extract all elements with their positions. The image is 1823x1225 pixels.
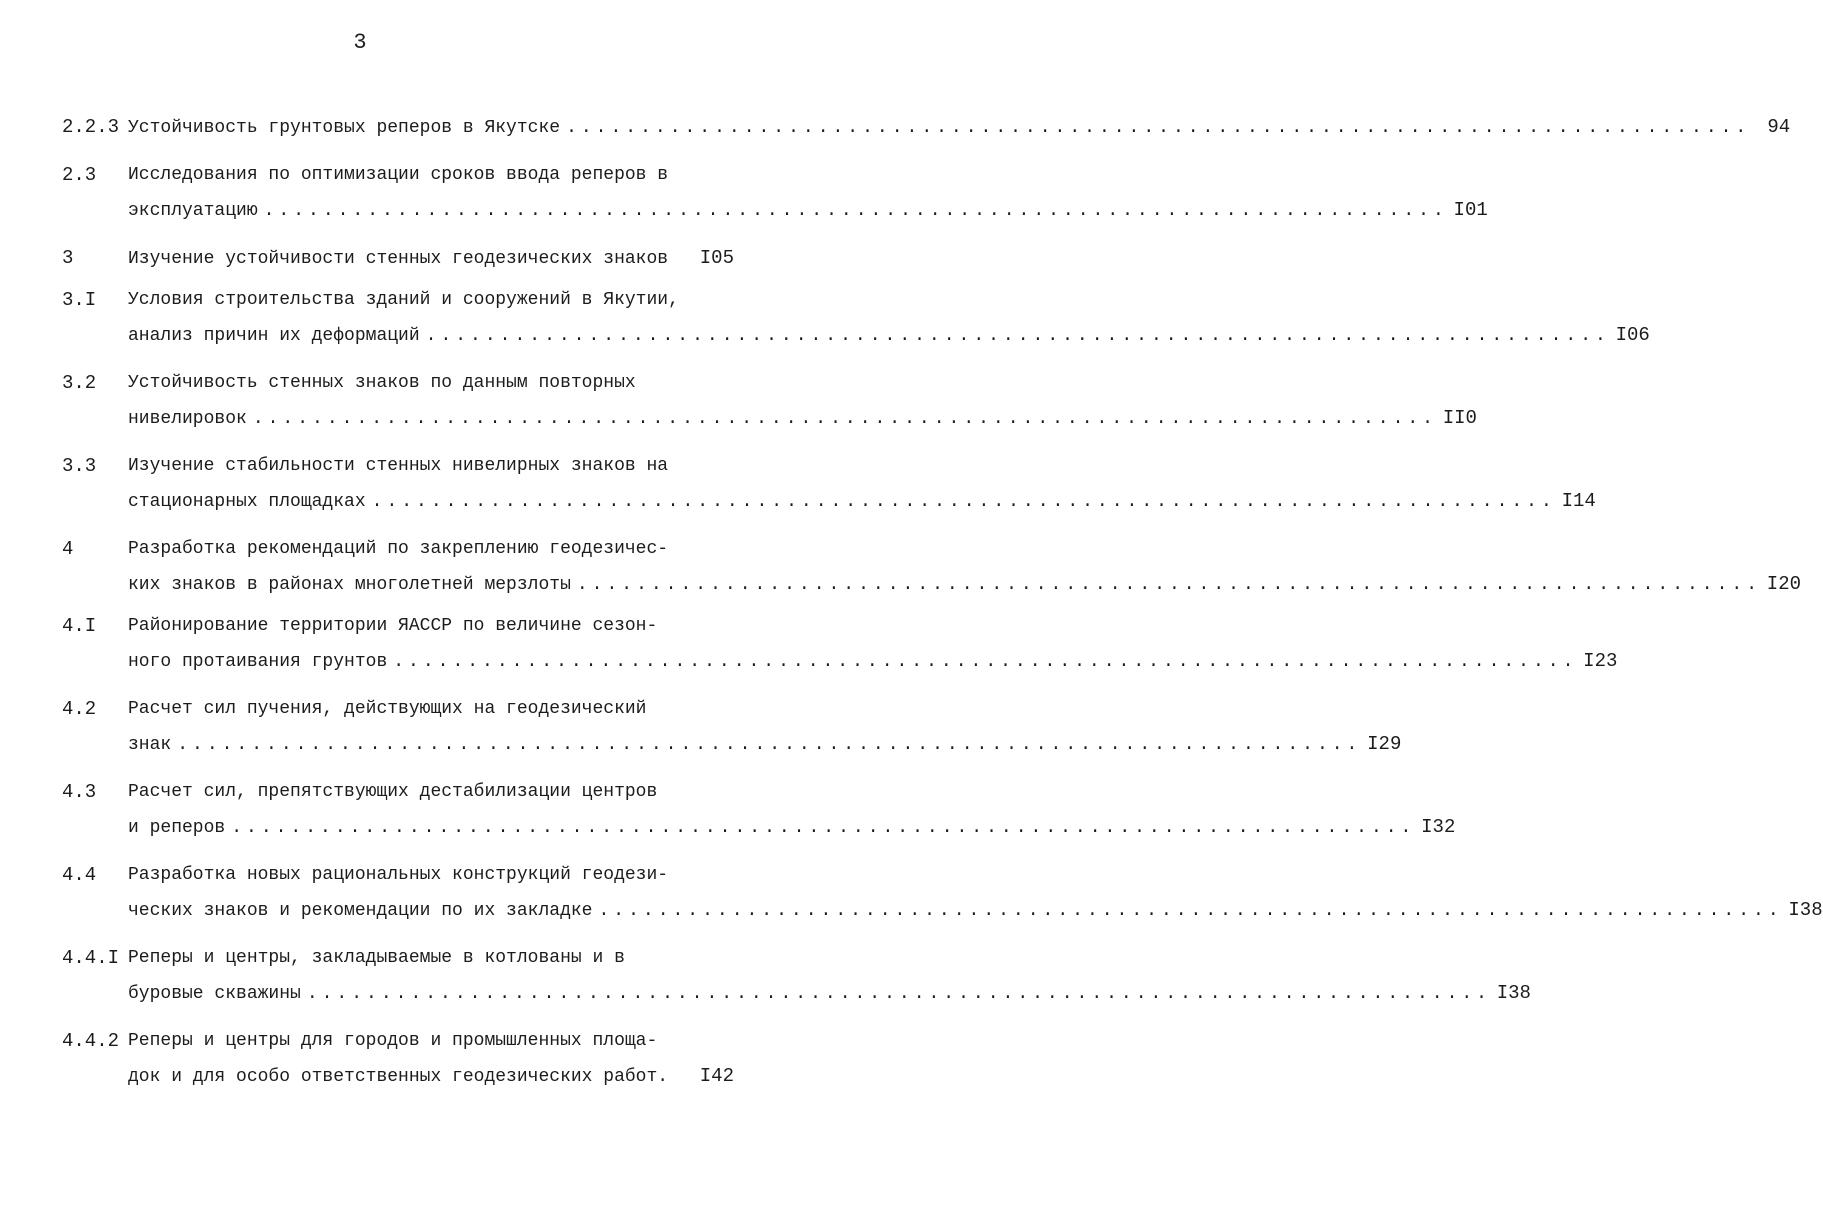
toc-entry-title xyxy=(128,775,1455,846)
toc-entry-title xyxy=(128,110,1790,146)
toc-entry-line-text: Расчет сил пучения, действующих на геодезический xyxy=(128,699,647,719)
toc-entry-line xyxy=(128,976,1531,1012)
toc-entry-line-text: и реперов xyxy=(128,818,226,838)
toc-entry-line xyxy=(128,692,1401,727)
toc-entry-line xyxy=(128,644,1617,680)
toc-entry-line xyxy=(128,318,1650,354)
toc-entry-line xyxy=(128,193,1488,229)
toc-leader-dots: ................................................................................ xyxy=(306,984,1491,1004)
toc-page-number: I42 xyxy=(699,1065,734,1087)
toc-leader-dots: ................................................................................ xyxy=(425,326,1610,346)
toc-entry-number: 3.I xyxy=(62,289,97,311)
toc-page-number: II0 xyxy=(1442,407,1477,429)
toc-entry xyxy=(62,110,1791,146)
toc-entry-line-text: буровые скважины xyxy=(128,984,301,1004)
toc-entry-line-text: эксплуатацию xyxy=(128,201,258,221)
toc-entry-line-text: Реперы и центры, закладываемые в котлованы и в xyxy=(128,948,625,968)
toc-entry-line-text: знак xyxy=(128,735,172,755)
toc-entry-line xyxy=(128,449,1596,484)
toc-entry-number: 3.3 xyxy=(62,455,97,477)
toc-page-number: I06 xyxy=(1615,324,1650,346)
toc-page-number: I23 xyxy=(1583,650,1618,672)
toc-entry-line xyxy=(128,283,1650,318)
toc-entry-title xyxy=(128,158,1488,229)
toc-page-number: I32 xyxy=(1421,816,1456,838)
toc-page-number: I20 xyxy=(1766,573,1802,595)
toc-entry-line xyxy=(128,110,1790,146)
toc-leader-dots: ................................................................................ xyxy=(393,652,1578,672)
toc-entry-line-text: ких знаков в районах многолетней мерзлоты xyxy=(128,575,571,595)
toc-entry-title xyxy=(128,366,1477,437)
table-of-contents xyxy=(62,110,1823,1107)
toc-entry-title xyxy=(128,449,1596,520)
toc-entry-line xyxy=(128,941,1531,976)
toc-entry-number: 3 xyxy=(62,247,74,269)
toc-entry-title xyxy=(128,1024,734,1095)
toc-entry-number: 4 xyxy=(62,538,74,560)
toc-page-number: I05 xyxy=(699,247,734,269)
toc-entry xyxy=(62,366,1477,437)
toc-entry-number: 4.4 xyxy=(62,864,97,886)
toc-page-number: I38 xyxy=(1788,899,1823,921)
toc-entry-title xyxy=(128,692,1401,763)
toc-entry-line xyxy=(128,810,1455,846)
toc-entry xyxy=(62,532,1802,603)
toc-entry-line-text: ческих знаков и рекомендации по их закладке xyxy=(128,901,593,921)
toc-entry xyxy=(62,941,1531,1012)
toc-entry-title xyxy=(128,858,1823,929)
toc-leader-dots: ................................................................................ xyxy=(231,818,1416,838)
toc-leader-dots: ................................................................................ xyxy=(263,201,1448,221)
toc-entry xyxy=(62,283,1650,354)
toc-entry xyxy=(62,858,1823,929)
toc-leader-dots: ................................................................................ xyxy=(598,901,1783,921)
toc-page-number: I14 xyxy=(1561,490,1596,512)
toc-entry-line-text: нивелировок xyxy=(128,409,247,429)
toc-entry-line-text: Разработка рекомендаций по закреплению геодезичес- xyxy=(128,539,669,559)
toc-page-number: I38 xyxy=(1496,982,1531,1004)
toc-entry-line xyxy=(128,609,1617,644)
toc-entry-line-text: Изучение устойчивости стенных геодезических знаков xyxy=(128,249,669,269)
toc-entry-line-text: Устойчивость стенных знаков по данным повторных xyxy=(128,373,636,393)
toc-entry-title xyxy=(128,241,734,277)
toc-entry-line-text: ного протаивания грунтов xyxy=(128,652,388,672)
toc-entry-line xyxy=(128,775,1455,810)
toc-entry xyxy=(62,775,1456,846)
toc-page-number: I29 xyxy=(1367,733,1402,755)
toc-entry xyxy=(62,692,1402,763)
toc-leader-dots: ................................................................................ xyxy=(576,575,1762,595)
toc-entry-line xyxy=(128,727,1401,763)
toc-entry-line xyxy=(128,567,1801,603)
toc-entry-line xyxy=(128,484,1596,520)
toc-entry-number: 4.2 xyxy=(62,698,97,720)
toc-entry-line xyxy=(128,1059,734,1095)
toc-entry-title xyxy=(128,941,1531,1012)
toc-entry-line xyxy=(128,366,1477,401)
toc-entry-number: 3.2 xyxy=(62,372,97,394)
toc-entry-line xyxy=(128,858,1823,893)
toc-entry-line-text: Разработка новых рациональных конструкций геодези- xyxy=(128,865,669,885)
toc-page-number: I01 xyxy=(1453,199,1488,221)
toc-entry-line-text: Условия строительства зданий и сооружений в Якутии, xyxy=(128,290,679,310)
toc-entry-line xyxy=(128,158,1488,193)
toc-page-number: 94 xyxy=(1767,116,1791,138)
toc-entry-title xyxy=(128,609,1617,680)
toc-entry-line-text: анализ причин их деформаций xyxy=(128,326,420,346)
toc-entry-title xyxy=(128,532,1801,603)
toc-leader-dots: ................................................................................ xyxy=(252,409,1437,429)
toc-entry-line-text: Исследования по оптимизации сроков ввода реперов в xyxy=(128,165,669,185)
toc-entry-line-text: стационарных площадках xyxy=(128,492,366,512)
toc-entry xyxy=(62,609,1618,680)
toc-entry-line xyxy=(128,401,1477,437)
toc-entry-number: 4.I xyxy=(62,615,97,637)
toc-entry-line-text: Расчет сил, препятствующих дестабилизации центров xyxy=(128,782,658,802)
toc-entry-line xyxy=(128,893,1823,929)
toc-entry-number: 2.2.3 xyxy=(62,116,120,138)
page-number: 3 xyxy=(353,30,367,55)
toc-leader-dots: ................................................................................ xyxy=(177,735,1362,755)
toc-entry-number: 4.3 xyxy=(62,781,97,803)
toc-entry-line-text: Реперы и центры для городов и промышленных площа- xyxy=(128,1031,658,1051)
toc-entry xyxy=(62,1024,734,1095)
toc-entry-line xyxy=(128,241,734,277)
toc-entry-line-text: Изучение стабильности стенных нивелирных знаков на xyxy=(128,456,669,476)
toc-leader-dots: ................................................................................ xyxy=(371,492,1556,512)
toc-entry-number: 4.4.2 xyxy=(62,1030,120,1052)
toc-entry xyxy=(62,158,1488,229)
toc-entry-number: 2.3 xyxy=(62,164,97,186)
toc-entry-title xyxy=(128,283,1650,354)
toc-leader-dots: ................................................................................ xyxy=(566,118,1751,138)
toc-entry-line xyxy=(128,532,1801,567)
toc-entry xyxy=(62,241,734,277)
toc-entry-line-text: док и для особо ответственных геодезических работ. xyxy=(128,1067,669,1087)
toc-entry xyxy=(62,449,1596,520)
toc-entry-line-text: Районирование территории ЯАССР по величине сезон- xyxy=(128,616,658,636)
toc-entry-line-text: Устойчивость грунтовых реперов в Якутске xyxy=(128,118,561,138)
toc-entry-line xyxy=(128,1024,734,1059)
toc-entry-number: 4.4.I xyxy=(62,947,120,969)
